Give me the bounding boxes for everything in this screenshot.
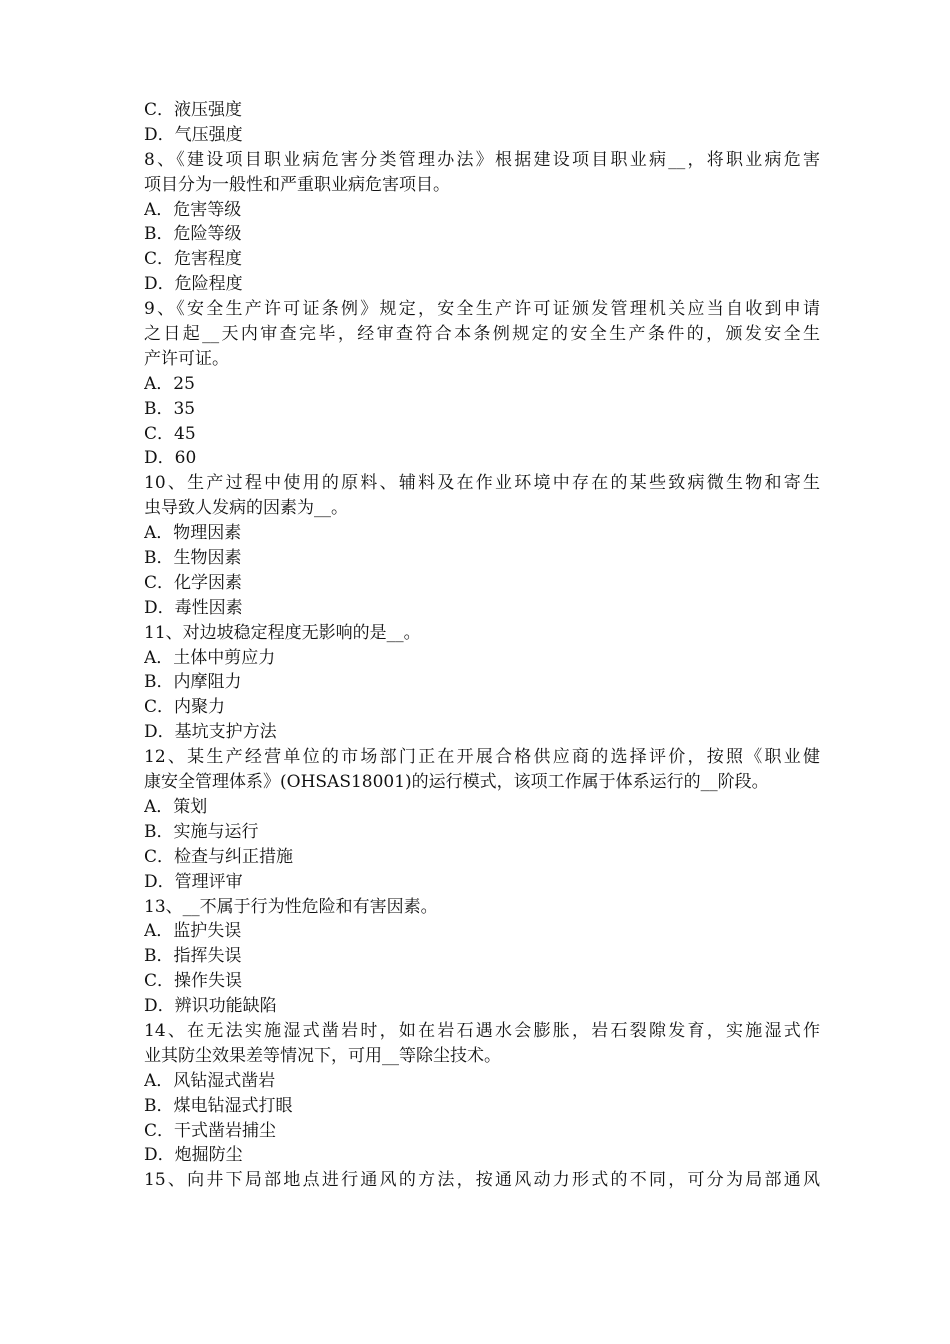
answer-option: A．危害等级	[144, 199, 242, 220]
question-text-line: 8、《建设项目职业病危害分类管理办法》根据建设项目职业病__，将职业病危害	[144, 149, 820, 170]
answer-option: B．危险等级	[144, 224, 242, 245]
answer-option: B．内摩阻力	[144, 672, 242, 693]
answer-option: C．45	[144, 423, 196, 444]
question-text-line: 康安全管理体系》(OHSAS18001)的运行模式，该项工作属于体系运行的__阶段。	[144, 772, 769, 793]
question-text-line: 项目分为一般性和严重职业病危害项目。	[144, 174, 450, 195]
question-text-line: 产许可证。	[144, 348, 229, 369]
question-text-line: 12、某生产经营单位的市场部门正在开展合格供应商的选择评价，按照《职业健	[144, 747, 820, 768]
answer-option: D．气压强度	[144, 124, 243, 145]
answer-option: C．检查与纠正措施	[144, 846, 294, 867]
question-text-line: 14、在无法实施湿式凿岩时，如在岩石遇水会膨胀，岩石裂隙发育，实施湿式作	[144, 1020, 820, 1041]
answer-option: D．辨识功能缺陷	[144, 996, 277, 1017]
question-text-line: 之日起__天内审查完毕，经审查符合本条例规定的安全生产条件的，颁发安全生	[144, 324, 820, 345]
answer-option: D．炮掘防尘	[144, 1145, 243, 1166]
answer-option: A．风钻湿式凿岩	[144, 1070, 276, 1091]
answer-option: A．物理因素	[144, 523, 242, 544]
answer-option: C．操作失误	[144, 971, 243, 992]
question-text-line: 13、__不属于行为性危险和有害因素。	[144, 896, 438, 917]
question-text-line: 虫导致人发病的因素为__。	[144, 498, 348, 519]
question-text-line: 10、生产过程中使用的原料、辅料及在作业环境中存在的某些致病微生物和寄生	[144, 473, 820, 494]
answer-option: A．土体中剪应力	[144, 647, 276, 668]
answer-option: B．煤电钻湿式打眼	[144, 1095, 293, 1116]
answer-option: B．35	[144, 398, 196, 419]
answer-option: B．实施与运行	[144, 821, 259, 842]
answer-option: B．生物因素	[144, 548, 242, 569]
answer-option: D．基坑支护方法	[144, 722, 277, 743]
document-page	[144, 98, 820, 1193]
question-text-line: 9、《安全生产许可证条例》规定，安全生产许可证颁发管理机关应当自收到申请	[144, 299, 820, 320]
question-text-line: 15、向井下局部地点进行通风的方法，按通风动力形式的不同，可分为局部通风	[144, 1170, 820, 1191]
answer-option: A．策划	[144, 796, 208, 817]
question-text-line: 业其防尘效果差等情况下，可用__等除尘技术。	[144, 1045, 501, 1066]
answer-option: D．60	[144, 448, 197, 469]
answer-option: C．内聚力	[144, 697, 226, 718]
answer-option: B．指挥失误	[144, 946, 242, 967]
answer-option: C．化学因素	[144, 572, 243, 593]
answer-option: C．液压强度	[144, 100, 243, 120]
answer-option: D．危险程度	[144, 274, 243, 295]
answer-option: D．管理评审	[144, 871, 243, 892]
question-text-line: 11、对边坡稳定程度无影响的是__。	[144, 622, 421, 643]
answer-option: A．监护失误	[144, 921, 242, 942]
answer-option: C．干式凿岩捕尘	[144, 1120, 277, 1141]
answer-option: D．毒性因素	[144, 597, 243, 618]
answer-option: A．25	[144, 373, 195, 394]
answer-option: C．危害程度	[144, 249, 243, 270]
